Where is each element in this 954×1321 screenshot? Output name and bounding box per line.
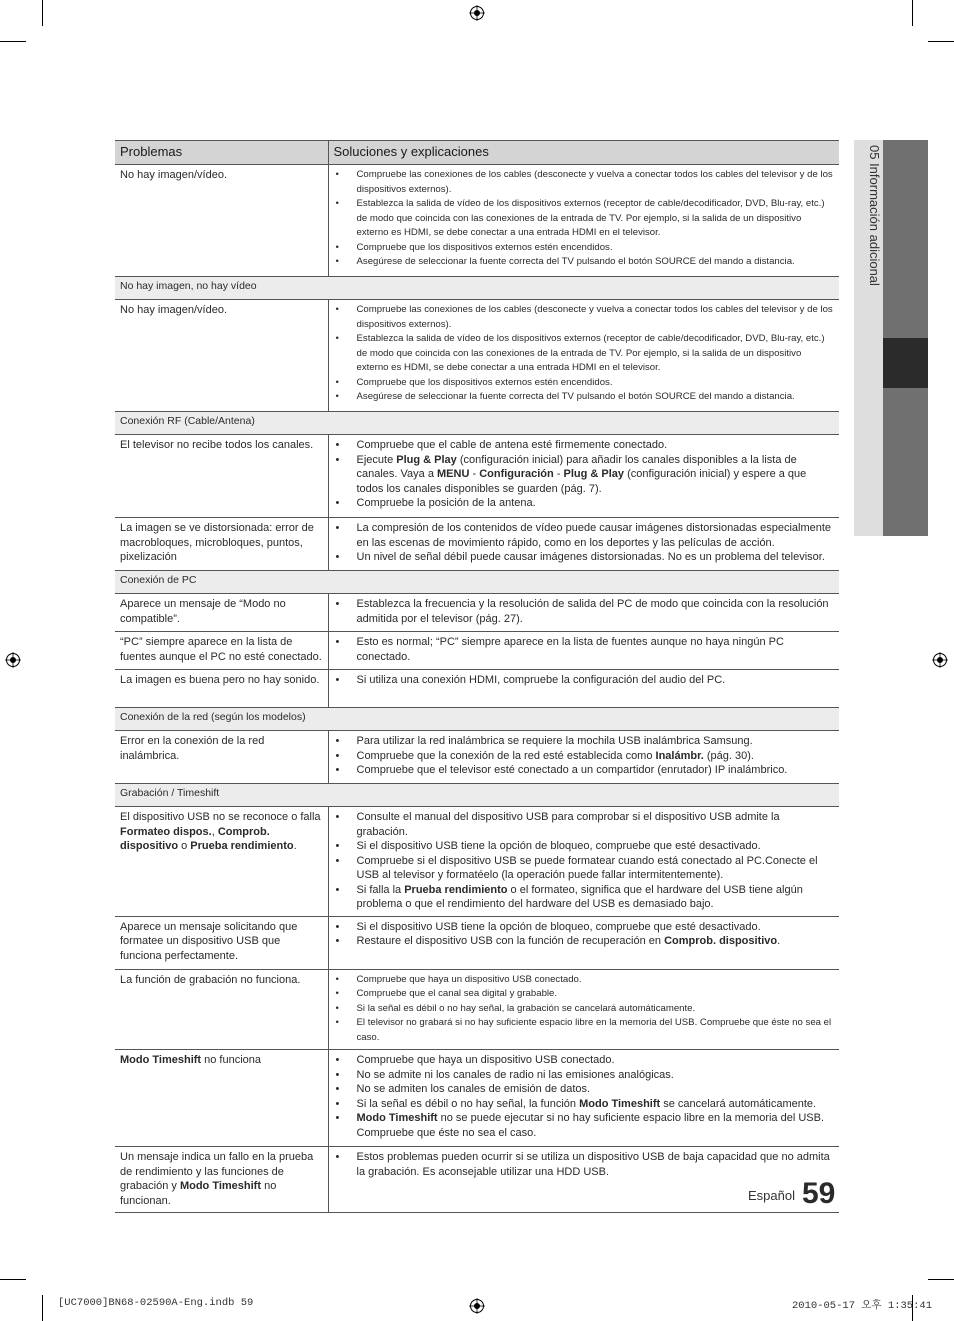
footer-language: Español [748, 1188, 795, 1203]
solution-item: • Compruebe que haya un dispositivo USB conectado. [357, 1053, 835, 1068]
crop-mark [928, 41, 954, 42]
registration-mark-icon [469, 5, 485, 21]
solution-item: • Si el dispositivo USB tiene la opción de bloqueo, compruebe que esté desactivado. [357, 839, 835, 854]
solution-item: • Esto es normal; “PC” siempre aparece en la lista de fuentes aunque no haya ningún PC conectado. [357, 635, 835, 664]
solution-item: • Ejecute Plug & Play (configuración inicial) para añadir los canales disponibles a la lista de canales. Vaya a MENU - Configuración - Plug & Play (configuración inicial) y espere a que todos los canales disponibles se guarden (pág. 7). [357, 453, 835, 497]
solution-item: • Si falla la Prueba rendimiento o el formateo, significa que el hardware del USB tiene algún problema o que el rendimiento del hardware del USB es demasiado bajo. [357, 883, 835, 912]
problem-cell: Aparece un mensaje solicitando que formatee un dispositivo USB que funciona perfectamente. [115, 916, 328, 969]
table-row [115, 632, 839, 670]
table-row [115, 670, 839, 708]
crop-mark [0, 1279, 26, 1280]
solution-item: • Asegúrese de seleccionar la fuente correcta del TV pulsando el botón SOURCE del mando a distancia. [357, 255, 835, 270]
crop-mark [912, 0, 913, 26]
table-header-row [115, 141, 839, 165]
table-row [115, 518, 839, 571]
solution-item: • Establezca la salida de vídeo de los dispositivos externos (receptor de cable/decodificador, DVD, Blu-ray, etc.) de modo que coincida con las conexiones de la entrada de TV. Por ejemplo, si la salida de un dispositivo externo es HDMI, se debe conectar a una entrada HDMI en el televisor. [357, 197, 835, 241]
crop-mark [928, 1279, 954, 1280]
problem-cell: La imagen es buena pero no hay sonido. [115, 670, 328, 708]
print-timestamp: 2010-05-17 오후 1:35:41 [792, 1300, 933, 1312]
table-row [115, 731, 839, 784]
section-row [115, 571, 839, 594]
solution-item: • Compruebe que los dispositivos externos estén encendidos. [357, 241, 835, 256]
solution-cell [328, 969, 839, 1050]
solution-item: • El televisor no grabará si no hay suficiente espacio libre en la memoria del USB. Compruebe que éste no sea el caso. [357, 1016, 835, 1045]
section-row [115, 277, 839, 300]
section-title: Conexión de la red (según los modelos) [115, 708, 839, 731]
problem-cell: Aparece un mensaje de “Modo no compatible”. [115, 594, 328, 632]
table-row [115, 300, 839, 412]
table-row [115, 807, 839, 917]
solution-item: • Si la señal es débil o no hay señal, la grabación se cancelará automáticamente. [357, 1002, 835, 1017]
section-title: Grabación / Timeshift [115, 784, 839, 807]
crop-mark [0, 41, 26, 42]
table-row [115, 594, 839, 632]
solution-item: • Establezca la salida de vídeo de los dispositivos externos (receptor de cable/decodificador, DVD, Blu-ray, etc.) de modo que coincida con las conexiones de la entrada de TV. Por ejemplo, si la salida de un dispositivo externo es HDMI, se debe conectar a una entrada HDMI en el televisor. [357, 332, 835, 376]
solution-item: • Consulte el manual del dispositivo USB para comprobar si el dispositivo USB admite la grabación. [357, 810, 835, 839]
registration-mark-icon [932, 652, 948, 668]
solution-item: • Si la señal es débil o no hay señal, la función Modo Timeshift se cancelará automáticamente. [357, 1097, 835, 1112]
section-row [115, 412, 839, 435]
chapter-tab-label: 05 Información adicional [867, 145, 882, 286]
section-row [115, 708, 839, 731]
solution-cell [328, 916, 839, 969]
solution-cell [328, 165, 839, 277]
solution-cell [328, 435, 839, 518]
solution-item: • Estos problemas pueden ocurrir si se utiliza un dispositivo USB de baja capacidad que no admita la grabación. Es aconsejable utilizar una HDD USB. [357, 1150, 835, 1179]
problem-cell: “PC” siempre aparece en la lista de fuentes aunque el PC no esté conectado. [115, 632, 328, 670]
solution-item: • Si el dispositivo USB tiene la opción de bloqueo, compruebe que esté desactivado. [357, 920, 835, 935]
solution-cell [328, 300, 839, 412]
chapter-tab-marker [883, 338, 928, 388]
section-title: Conexión de PC [115, 571, 839, 594]
problem-cell: Modo Timeshift no funciona [115, 1050, 328, 1147]
solution-item: • Compruebe si el dispositivo USB se puede formatear cuando está conectado al PC.Conecte el USB al televisor y formatéelo (la operación puede fallar intermitentemente). [357, 854, 835, 883]
solution-item: • Establezca la frecuencia y la resolución de salida del PC de modo que coincida con la resolución admitida por el televisor (pág. 27). [357, 597, 835, 626]
solution-item: • Compruebe las conexiones de los cables (desconecte y vuelva a conectar todos los cables del televisor y de los dispositivos externos). [357, 168, 835, 197]
column-header-solutions: Soluciones y explicaciones [328, 141, 839, 165]
problem-cell: No hay imagen/vídeo. [115, 300, 328, 412]
problem-cell: El dispositivo USB no se reconoce o falla Formateo dispos., Comprob. dispositivo o Prueba rendimiento. [115, 807, 328, 917]
solution-cell [328, 807, 839, 917]
solution-item: • La compresión de los contenidos de vídeo puede causar imágenes distorsionadas especialmente en las escenas de movimiento rápido, como en los deportes y las películas de acción. [357, 521, 835, 550]
solution-cell [328, 518, 839, 571]
problem-cell: La imagen se ve distorsionada: error de macrobloques, microbloques, puntos, pixelización [115, 518, 328, 571]
solution-item: • Modo Timeshift no se puede ejecutar si no hay suficiente espacio libre en la memoria del USB. Compruebe que éste no sea el caso. [357, 1111, 835, 1140]
solution-item: • Compruebe que el canal sea digital y grabable. [357, 987, 835, 1002]
crop-mark [42, 1295, 43, 1321]
table-row [115, 435, 839, 518]
solution-item: • Compruebe que haya un dispositivo USB conectado. [357, 973, 835, 988]
table-row [115, 1147, 839, 1213]
solution-cell [328, 731, 839, 784]
troubleshooting-table [115, 140, 839, 1213]
table-row [115, 969, 839, 1050]
solution-cell [328, 1050, 839, 1147]
column-header-problems: Problemas [115, 141, 328, 165]
solution-item: • No se admiten los canales de emisión de datos. [357, 1082, 835, 1097]
registration-mark-icon [5, 652, 21, 668]
solution-item: • Para utilizar la red inalámbrica se requiere la mochila USB inalámbrica Samsung. [357, 734, 835, 749]
page-number: 59 [802, 1177, 836, 1210]
print-file-info: [UC7000]BN68-02590A-Eng.indb 59 [58, 1297, 254, 1309]
problem-cell: Un mensaje indica un fallo en la prueba de rendimiento y las funciones de grabación y Modo Timeshift no funcionan. [115, 1147, 328, 1213]
solution-item: • Si utiliza una conexión HDMI, compruebe la configuración del audio del PC. [357, 673, 835, 688]
solution-item: • Compruebe que los dispositivos externos estén encendidos. [357, 376, 835, 391]
solution-item: • No se admite ni los canales de radio ni las emisiones analógicas. [357, 1068, 835, 1083]
problem-cell: El televisor no recibe todos los canales. [115, 435, 328, 518]
crop-mark [42, 0, 43, 26]
solution-cell [328, 594, 839, 632]
solution-item: • Compruebe que la conexión de la red esté establecida como Inalámbr. (pág. 30). [357, 749, 835, 764]
table-row [115, 1050, 839, 1147]
table-row [115, 165, 839, 277]
solution-item: • Compruebe la posición de la antena. [357, 496, 835, 511]
problem-cell: Error en la conexión de la red inalámbrica. [115, 731, 328, 784]
solution-item: • Compruebe que el cable de antena esté firmemente conectado. [357, 438, 835, 453]
solution-item: • Compruebe que el televisor esté conectado a un compartidor (enrutador) IP inalámbrico. [357, 763, 835, 778]
section-title: No hay imagen, no hay vídeo [115, 277, 839, 300]
solution-item: • Compruebe las conexiones de los cables (desconecte y vuelva a conectar todos los cables del televisor y de los dispositivos externos). [357, 303, 835, 332]
solution-cell [328, 632, 839, 670]
section-row [115, 784, 839, 807]
registration-mark-icon [469, 1298, 485, 1314]
solution-item: • Un nivel de señal débil puede causar imágenes distorsionadas. No es un problema del televisor. [357, 550, 835, 565]
section-title: Conexión RF (Cable/Antena) [115, 412, 839, 435]
solution-cell [328, 670, 839, 708]
problem-cell: No hay imagen/vídeo. [115, 165, 328, 277]
solution-item: • Asegúrese de seleccionar la fuente correcta del TV pulsando el botón SOURCE del mando a distancia. [357, 390, 835, 405]
solution-item: • Restaure el dispositivo USB con la función de recuperación en Comprob. dispositivo. [357, 934, 835, 949]
problem-cell: La función de grabación no funciona. [115, 969, 328, 1050]
table-row [115, 916, 839, 969]
